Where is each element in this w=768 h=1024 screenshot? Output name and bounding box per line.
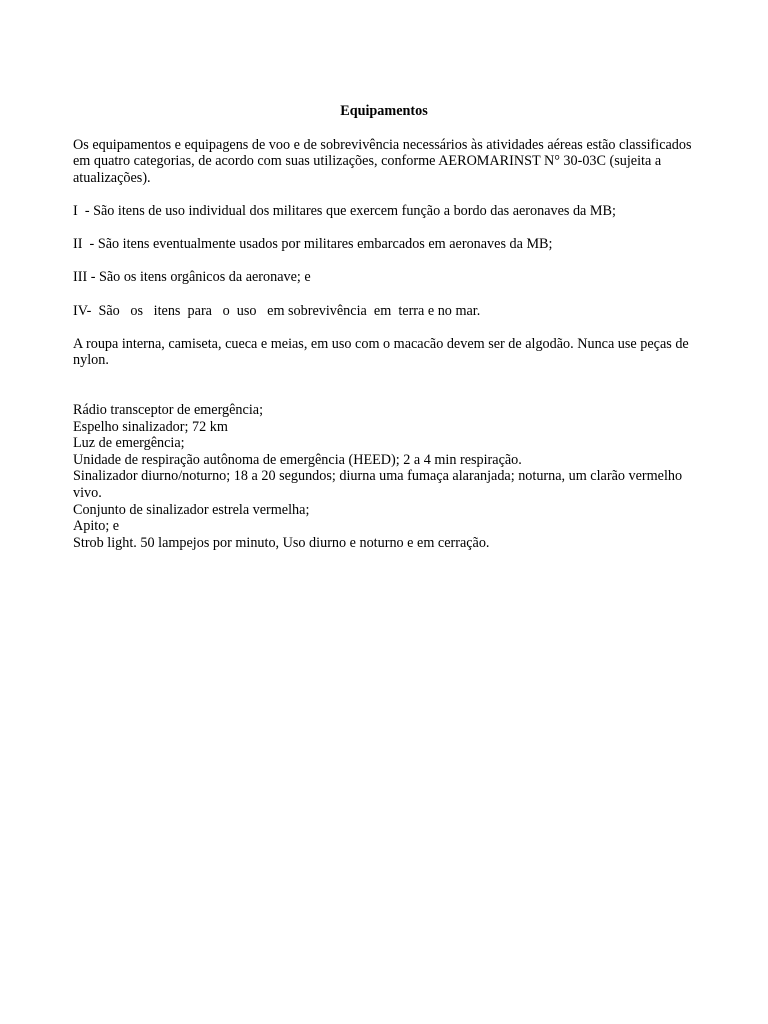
category-item-3: III - São os itens orgânicos da aeronave; e <box>73 269 311 286</box>
equipment-item-heed: Unidade de respiração autônoma de emergência (HEED); 2 a 4 min respiração. <box>73 451 522 468</box>
equipment-item-mirror: Espelho sinalizador; 72 km <box>73 418 228 435</box>
category-item-4: IV- São os itens para o uso em sobrevivência em terra e no mar. <box>73 302 481 319</box>
equipment-list <box>73 402 695 551</box>
equipment-item-light: Luz de emergência; <box>73 435 185 452</box>
clothing-note: A roupa interna, camiseta, cueca e meias, em uso com o macacão devem ser de algodão. Nunca use peças de nylon. <box>73 335 689 369</box>
spacer <box>73 386 695 403</box>
equipment-item-whistle: Apito; e <box>73 518 120 535</box>
intro-paragraph: Os equipamentos e equipagens de voo e de sobrevivência necessários às atividades aéreas estão classificados em quatro categorias, de acordo com suas utilizações, conforme AEROMARINST N° 30-03C (sujeita a atualizações). <box>73 136 692 186</box>
document-body <box>73 103 695 551</box>
category-item-2: II - São itens eventualmente usados por militares embarcados em aeronaves da MB; <box>73 236 553 253</box>
equipment-item-strobe: Strob light. 50 lampejos por minuto, Uso diurno e noturno e em cerração. <box>73 534 490 551</box>
category-item-1: I - São itens de uso individual dos militares que exercem função a bordo das aeronaves da MB; <box>73 202 616 219</box>
equipment-item-signal: Sinalizador diurno/noturno; 18 a 20 segundos; diurna uma fumaça alaranjada; noturna, um clarão vermelho vivo. <box>73 468 683 502</box>
equipment-item-star-signal: Conjunto de sinalizador estrela vermelha; <box>73 501 310 518</box>
equipment-item-radio: Rádio transceptor de emergência; <box>73 402 264 419</box>
document-title: Equipamentos <box>340 103 428 119</box>
